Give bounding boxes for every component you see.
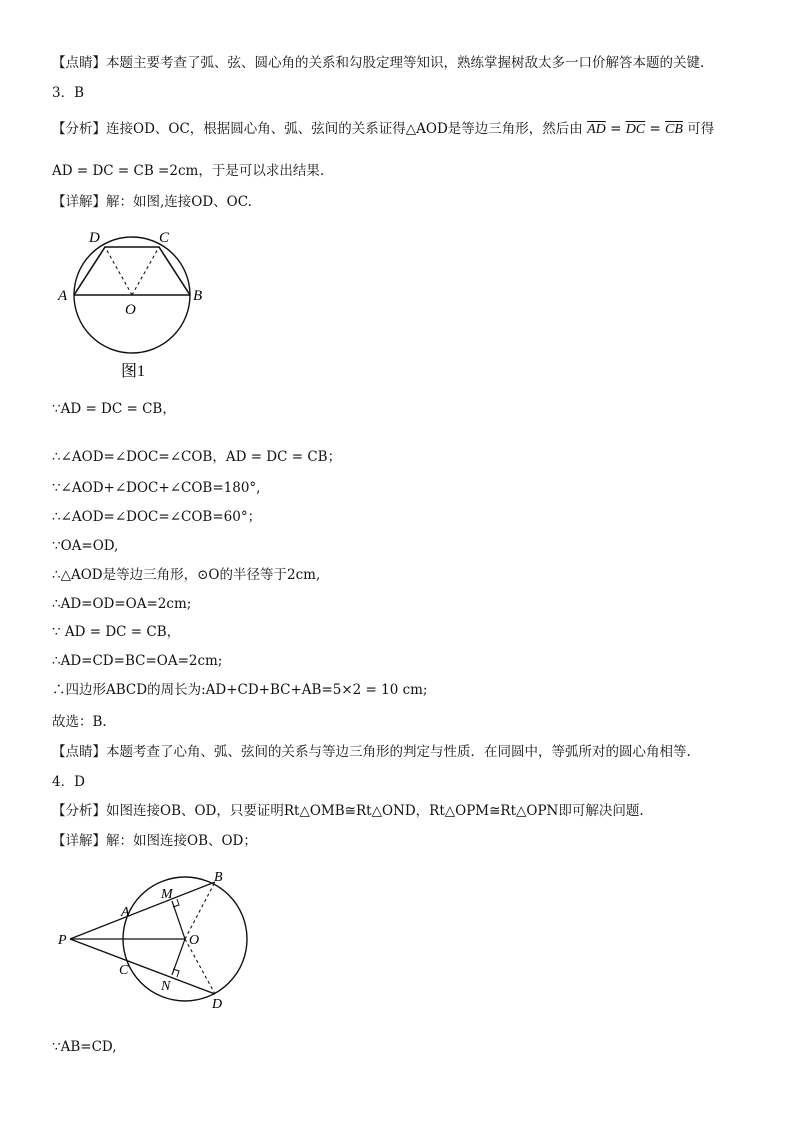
text-line-11: ∴△AOD是等边三角形，⊙O的半径等于2cm, <box>52 567 321 583</box>
fig2-label-d: D <box>212 997 223 1012</box>
text-line-9: ∴∠AOD=∠DOC=∠COB=60°； <box>52 509 262 525</box>
text-line-3 <box>52 120 714 139</box>
text-line-7: ∴∠AOD=∠DOC=∠COB，AD = DC = CB； <box>52 449 342 465</box>
fig1-label-a: A <box>58 288 68 304</box>
analysis-text: 【分析】连接OD、OC，根据圆心角、弧、弦间的关系证得△AOD是等边三角形，然后由 <box>52 121 583 137</box>
eq-sign-1: = <box>610 121 622 137</box>
text-line-18: 4．D <box>52 774 85 790</box>
fig2-label-a: A <box>121 905 130 920</box>
arc-ad: $\overline{AD}$ <box>587 122 606 137</box>
analysis-text-end: 可得 <box>687 121 715 137</box>
text-line-4: AD = DC = CB =2cm，于是可以求出结果. <box>52 163 325 179</box>
figure-1 <box>55 225 215 385</box>
arc-cb: $\overline{CB}$ <box>665 122 683 137</box>
fig1-radius-oc <box>132 247 159 295</box>
fig1-label-b: B <box>193 288 203 304</box>
fig2-line-pb <box>70 882 215 939</box>
text-line-19: 【分析】如图连接OB、OD，只要证明Rt△OMB≅Rt△OND，Rt△OPM≅Rt△OPN即可解决问题. <box>52 803 644 819</box>
fig1-label-c: C <box>159 230 170 246</box>
text-line-16: 故选：B. <box>52 714 107 730</box>
text-line-2: 3．B <box>52 85 85 101</box>
fig1-label-d: D <box>89 230 100 246</box>
text-line-15: ∴四边形ABCD的周长为:AD+CD+BC+AB=5×2 = 10 cm; <box>52 682 428 698</box>
fig2-label-b: B <box>214 870 223 885</box>
fig2-label-o: O <box>189 933 200 948</box>
fig2-label-m: M <box>161 887 173 902</box>
text-line-5: 【详解】解：如图,连接OD、OC. <box>52 194 252 210</box>
text-line-12: ∴AD=OD=OA=2cm; <box>52 596 192 612</box>
text-line-13: ∵ AD = DC = CB， <box>52 624 181 640</box>
fig2-line-ob <box>185 882 215 939</box>
eq-sign-2: = <box>649 121 661 137</box>
text-line-6: ∵AD = DC = CB， <box>52 401 176 417</box>
arc-dc: $\overline{DC}$ <box>625 122 646 137</box>
text-line-8: ∵∠AOD+∠DOC+∠COB=180°, <box>52 480 261 496</box>
fig2-label-n: N <box>161 979 171 994</box>
text-line-17: 【点睛】本题考查了心角、弧、弦间的关系与等边三角形的判定与性质．在同圆中，等弧所对的圆心角相等. <box>52 744 691 760</box>
text-line-21: ∵AB=CD, <box>52 1039 117 1055</box>
figure-2 <box>55 862 265 1012</box>
text-line-10: ∵OA=OD, <box>52 538 119 554</box>
fig2-label-p: P <box>58 933 67 948</box>
fig1-radius-od <box>105 247 132 295</box>
fig2-label-c: C <box>119 963 129 978</box>
fig1-caption: 图1 <box>121 363 146 380</box>
text-line-1: 【点睛】本题主要考查了弧、弦、圆心角的关系和勾股定理等知识，熟练掌握树敌太多一口价解答本题的关键. <box>52 55 705 71</box>
text-line-20: 【详解】解：如图连接OB、OD； <box>52 833 257 849</box>
fig1-label-o: O <box>125 302 136 318</box>
text-line-14: ∴AD=CD=BC=OA=2cm; <box>52 653 223 669</box>
